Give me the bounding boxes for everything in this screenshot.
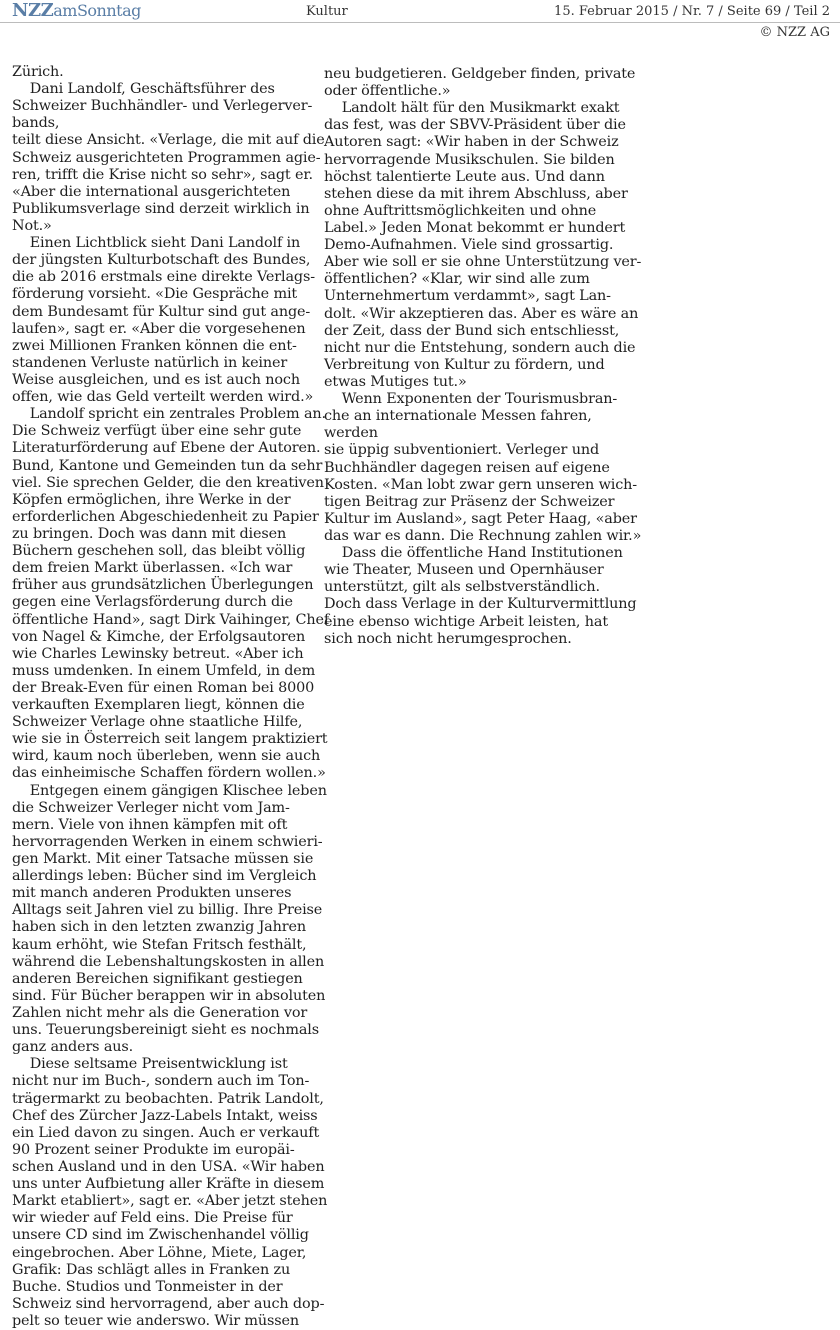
text-line: sie üppig subventioniert. Verleger und <box>324 442 600 459</box>
text-line: das fest, was der SBVV-Präsident über die <box>324 117 626 134</box>
text-line: Die Schweiz verfügt über eine sehr gute <box>12 423 302 440</box>
text-line: Schweiz ausgerichteten Programmen agie- <box>12 149 321 166</box>
logo-sub-text: amSonntag <box>53 1 141 20</box>
text-line: Wenn Exponenten der Tourismusbran- <box>324 391 618 408</box>
text-line: Publikumsverlage sind derzeit wirklich in <box>12 200 310 217</box>
text-line: Aber wie soll er sie ohne Unterstützung ver- <box>324 254 642 271</box>
text-line: oder öffentliche.» <box>324 83 451 100</box>
text-line: Literaturförderung auf Ebene der Autoren. <box>12 440 321 457</box>
text-line: stehen diese da mit ihrem Abschluss, aber <box>324 185 628 202</box>
text-line: ganz anders aus. <box>12 1039 134 1056</box>
text-line: wir wieder auf Feld eins. Die Preise für <box>12 1210 293 1227</box>
text-line: der Zeit, dass der Bund sich entschliesst, <box>324 322 620 339</box>
article-column-2 <box>324 66 642 648</box>
text-line: dem Bundesamt für Kultur sind gut ange- <box>12 303 311 320</box>
text-line: uns. Teuerungsbereinigt sieht es nochmals <box>12 1022 319 1039</box>
text-line: Schweiz sind hervorragend, aber auch dop- <box>12 1295 325 1312</box>
text-line: Dani Landolf, Geschäftsführer des <box>12 81 275 98</box>
text-line: trägermarkt zu beobachten. Patrik Landolt, <box>12 1090 324 1107</box>
text-line: Landolf spricht ein zentrales Problem an. <box>12 406 326 423</box>
text-line: Büchern geschehen soll, das bleibt völlig <box>12 543 306 560</box>
text-line: Entgegen einem gängigen Klischee leben <box>12 782 327 799</box>
text-line: wie Theater, Museen und Opernhäuser <box>324 562 604 579</box>
text-line: laufen», sagt er. «Aber die vorgesehenen <box>12 320 306 337</box>
text-line: unsere CD sind im Zwischenhandel völlig <box>12 1227 309 1244</box>
text-line: werden <box>324 425 378 442</box>
text-line: tigen Beitrag zur Präsenz der Schweizer <box>324 493 615 510</box>
text-line: früher aus grundsätzlichen Überlegungen <box>12 577 314 594</box>
text-line: Schweizer Verlage ohne staatliche Hilfe, <box>12 714 303 731</box>
text-line: die Schweizer Verleger nicht vom Jam- <box>12 799 290 816</box>
text-line: nicht nur die Entstehung, sondern auch die <box>324 339 636 356</box>
text-line: mern. Viele von ihnen kämpfen mit oft <box>12 816 288 833</box>
text-line: Doch dass Verlage in der Kulturvermittlung <box>324 596 637 613</box>
text-line: das war es dann. Die Rechnung zahlen wir.» <box>324 527 642 544</box>
text-line: hervorragenden Werken in einem schwieri- <box>12 833 323 850</box>
text-line: gen Markt. Mit einer Tatsache müssen sie <box>12 851 314 868</box>
article-column-1 <box>12 64 330 1330</box>
text-line: von Nagel & Kimche, der Erfolgsautoren <box>12 628 306 645</box>
logo-main-text: NZZ <box>12 0 54 21</box>
text-line: öffentlichen? «Klar, wir sind alle zum <box>324 271 590 288</box>
text-line: nicht nur im Buch-, sondern auch im Ton- <box>12 1073 310 1090</box>
edition-info: 15. Februar 2015 / Nr. 7 / Seite 69 / Teil 2 <box>554 4 830 19</box>
text-line: standenen Verluste natürlich in keiner <box>12 354 288 371</box>
text-line: pelt so teuer wie anderswo. Wir müssen <box>12 1312 299 1329</box>
text-line: eingebrochen. Aber Löhne, Miete, Lager, <box>12 1244 307 1261</box>
text-line: ren, trifft die Krise nicht so sehr», sagt er. <box>12 166 313 183</box>
text-line: uns unter Aufbietung aller Kräfte in diesem <box>12 1176 325 1193</box>
text-line: Weise ausgleichen, und es ist auch noch <box>12 371 300 388</box>
text-line: haben sich in den letzten zwanzig Jahren <box>12 919 306 936</box>
text-line: etwas Mutiges tut.» <box>324 373 467 390</box>
text-line: Kultur im Ausland», sagt Peter Haag, «aber <box>324 510 637 527</box>
text-line: dem freien Markt überlassen. «Ich war <box>12 560 293 577</box>
text-line: während die Lebenshaltungskosten in allen <box>12 953 325 970</box>
text-line: «Aber die international ausgerichteten <box>12 183 291 200</box>
text-line: 90 Prozent seiner Produkte im europäi- <box>12 1141 295 1158</box>
text-line: wie sie in Österreich seit langem praktiziert <box>12 731 328 748</box>
text-line: Demo-Aufnahmen. Viele sind grossartig. <box>324 237 614 254</box>
section-label: Kultur <box>306 4 348 19</box>
text-line: unterstützt, gilt als selbstverständlich. <box>324 579 600 596</box>
text-line: schen Ausland und in den USA. «Wir haben <box>12 1159 325 1175</box>
text-line: sind. Für Bücher berappen wir in absoluten <box>12 987 326 1004</box>
text-line: offen, wie das Geld verteilt werden wird.» <box>12 389 314 406</box>
text-line: ohne Auftrittsmöglichkeiten und ohne <box>324 202 597 219</box>
text-line: Schweizer Buchhändler- und Verlegerver- <box>12 98 313 115</box>
text-line: viel. Sie sprechen Gelder, die den kreativen <box>12 474 324 491</box>
text-line: ein Lied davon zu singen. Auch er verkauft <box>12 1124 320 1141</box>
text-line: Markt etabliert», sagt er. «Aber jetzt stehen <box>12 1193 328 1210</box>
text-line: Buche. Studios und Tonmeister in der <box>12 1278 283 1295</box>
text-line: Not.» <box>12 217 52 234</box>
text-line: wird, kaum noch überleben, wenn sie auch <box>12 748 321 765</box>
text-line: das einheimische Schaffen fördern wollen.» <box>12 765 326 782</box>
text-line: höchst talentierte Leute aus. Und dann <box>324 168 605 185</box>
text-line: Kosten. «Man lobt zwar gern unseren wich- <box>324 476 637 493</box>
text-line: Zürich. <box>12 64 64 80</box>
text-line: mit manch anderen Produkten unseres <box>12 885 292 902</box>
text-line: Chef des Zürcher Jazz-Labels Intakt, weiss <box>12 1107 318 1124</box>
text-line: zu bringen. Doch was dann mit diesen <box>12 525 287 542</box>
text-line: Köpfen ermöglichen, ihre Werke in der <box>12 491 291 508</box>
text-line: wie Charles Lewinsky betreut. «Aber ich <box>12 645 304 662</box>
text-line: teilt diese Ansicht. «Verlage, die mit auf die <box>12 132 325 149</box>
text-line: Alltags seit Jahren viel zu billig. Ihre Preise <box>12 902 323 919</box>
publication-logo <box>12 0 141 21</box>
text-line: Dass die öffentliche Hand Institutionen <box>324 545 623 562</box>
text-line: Grafik: Das schlägt alles in Franken zu <box>12 1261 291 1278</box>
text-line: öffentliche Hand», sagt Dirk Vaihinger, Chef <box>12 611 330 628</box>
text-line: Label.» Jeden Monat bekommt er hundert <box>324 219 626 236</box>
text-line: die ab 2016 erstmals eine direkte Verlags- <box>12 269 315 286</box>
text-line: anderen Bereichen signifikant gestiegen <box>12 970 303 987</box>
text-line: Zahlen nicht mehr als die Generation vor <box>12 1005 308 1022</box>
text-line: verkauften Exemplaren liegt, können die <box>12 697 305 714</box>
text-line: kaum erhöht, wie Stefan Fritsch festhält, <box>12 936 307 953</box>
text-line: der Break-Even für einen Roman bei 8000 <box>12 679 315 696</box>
text-line: allerdings leben: Bücher sind im Vergleich <box>12 868 317 885</box>
text-line: der jüngsten Kulturbotschaft des Bundes, <box>12 252 311 269</box>
text-line: eine ebenso wichtige Arbeit leisten, hat <box>324 613 608 630</box>
text-line: Unternehmertum verdammt», sagt Lan- <box>324 288 611 305</box>
text-line: Autoren sagt: «Wir haben in der Schweiz <box>324 134 619 151</box>
text-line: Einen Lichtblick sieht Dani Landolf in <box>12 235 301 252</box>
text-line: Landolt hält für den Musikmarkt exakt <box>324 100 620 117</box>
text-line: Bund, Kantone und Gemeinden tun da sehr <box>12 457 323 474</box>
text-line: zwei Millionen Franken können die ent- <box>12 337 297 354</box>
text-line: hervorragende Musikschulen. Sie bilden <box>324 151 615 168</box>
text-line: erforderlichen Abgeschiedenheit zu Papier <box>12 508 319 525</box>
text-line: che an internationale Messen fahren, <box>324 408 592 425</box>
copyright-notice: © NZZ AG <box>759 25 830 40</box>
text-line: neu budgetieren. Geldgeber finden, private <box>324 66 636 82</box>
text-line: Verbreitung von Kultur zu fördern, und <box>324 356 605 373</box>
text-line: bands, <box>12 115 60 132</box>
text-line: Buchhändler dagegen reisen auf eigene <box>324 459 610 476</box>
text-line: Diese seltsame Preisentwicklung ist <box>12 1056 288 1073</box>
text-line: sich noch nicht herumgesprochen. <box>324 630 572 647</box>
page-header <box>0 0 840 23</box>
text-line: dolt. «Wir akzeptieren das. Aber es wäre an <box>324 305 639 322</box>
text-line: förderung vorsieht. «Die Gespräche mit <box>12 286 298 303</box>
text-line: muss umdenken. In einem Umfeld, in dem <box>12 662 316 679</box>
text-line: gegen eine Verlagsförderung durch die <box>12 594 293 611</box>
